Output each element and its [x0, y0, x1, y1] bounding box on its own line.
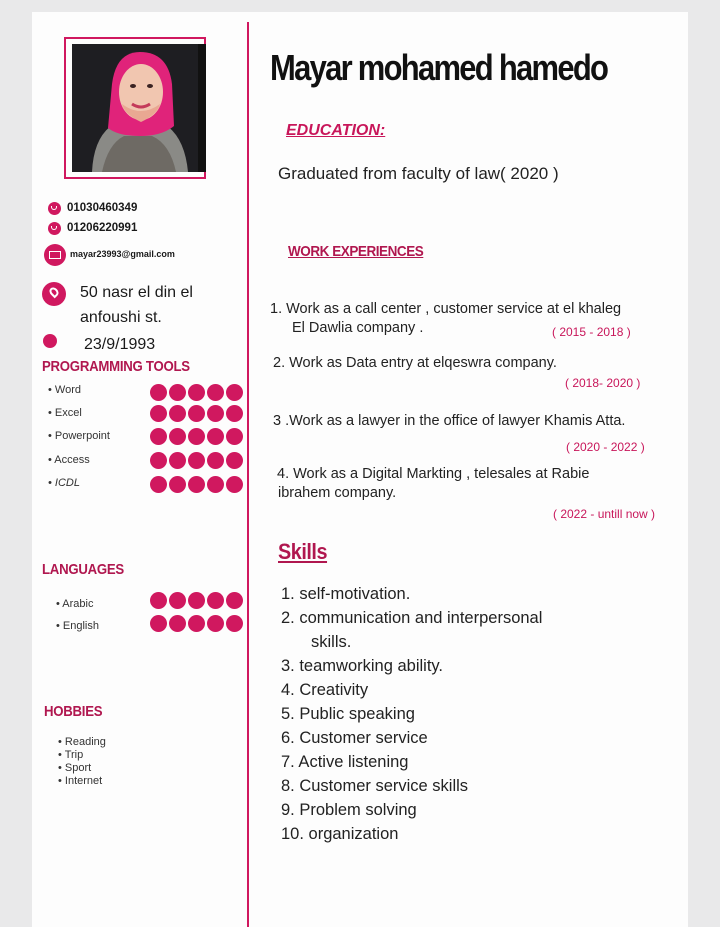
tool-icdl: • ICDL	[48, 477, 80, 489]
work-experiences-title: WORK EXPERIENCES	[288, 243, 424, 260]
skill-item: 6. Customer service	[281, 729, 428, 747]
tool-access-rating	[150, 452, 243, 469]
work-item-1-line-2: El Dawlia company .	[292, 320, 424, 336]
hobby-item: • Reading	[58, 736, 106, 748]
tool-excel: • Excel	[48, 407, 82, 419]
skill-item: 3. teamworking ability.	[281, 657, 444, 675]
work-item-3-line-1: 3 .Work as a lawyer in the office of lawyer Khamis Atta.	[273, 413, 626, 429]
work-item-3-dates: ( 2020 - 2022 )	[566, 440, 645, 454]
language-arabic: • Arabic	[56, 598, 94, 610]
tool-access: • Access	[48, 454, 90, 466]
skill-item: 7. Active listening	[281, 753, 409, 771]
birthdate-bullet-icon	[43, 334, 57, 348]
location-icon	[42, 282, 66, 306]
language-english-rating	[150, 615, 243, 632]
skill-item: 1. self-motivation.	[281, 585, 411, 603]
education-title: EDUCATION:	[286, 122, 386, 139]
phone-icon	[48, 202, 61, 215]
work-item-1-line-1: 1. Work as a call center , customer service at el khaleg	[270, 301, 622, 317]
languages-title: LANGUAGES	[42, 561, 124, 578]
address-line-1: 50 nasr el din el	[80, 284, 193, 301]
phone-number-2: 01206220991	[67, 222, 138, 234]
skill-item: 5. Public speaking	[281, 705, 415, 723]
work-item-4-line-2: ibrahem company.	[278, 485, 397, 501]
skill-item: 2. communication and interpersonal	[281, 609, 543, 627]
email-icon	[44, 244, 66, 266]
tool-word: • Word	[48, 384, 81, 396]
phone-number-1: 01030460349	[67, 202, 138, 214]
column-divider	[247, 22, 249, 927]
skill-item: skills.	[311, 633, 352, 651]
candidate-name: Mayar mohamed hamedo	[270, 47, 608, 88]
skills-title: Skills	[278, 539, 328, 564]
photo-shadow	[198, 44, 206, 172]
tool-word-rating	[150, 384, 243, 401]
address-line-2: anfoushi st.	[80, 309, 162, 326]
hobby-item: • Trip	[58, 749, 84, 761]
work-item-4-dates: ( 2022 - untill now )	[553, 507, 656, 521]
tool-excel-rating	[150, 405, 243, 422]
tool-powerpoint: • Powerpoint	[48, 430, 110, 442]
skill-item: 10. organization	[281, 825, 399, 843]
skill-item: 9. Problem solving	[281, 801, 417, 819]
hobby-item: • Internet	[58, 775, 103, 787]
birthdate: 23/9/1993	[84, 336, 156, 353]
skill-item: 8. Customer service skills	[281, 777, 469, 795]
skill-item: 4. Creativity	[281, 681, 369, 699]
work-item-1-dates: ( 2015 - 2018 )	[552, 325, 631, 339]
email-address: mayar23993@gmail.com	[70, 249, 175, 259]
work-item-2-line-1: 2. Work as Data entry at elqeswra company.	[273, 355, 557, 371]
phone-icon	[48, 222, 61, 235]
profile-photo	[72, 44, 204, 172]
hobby-item: • Sport	[58, 762, 92, 774]
hobbies-title: HOBBIES	[44, 703, 103, 720]
education-text: Graduated from faculty of law( 2020 )	[278, 164, 559, 183]
work-item-2-dates: ( 2018- 2020 )	[565, 376, 641, 390]
language-english: • English	[56, 620, 99, 632]
language-arabic-rating	[150, 592, 243, 609]
work-item-4-line-1: 4. Work as a Digital Markting , telesales at Rabie	[277, 466, 590, 482]
tool-icdl-rating	[150, 476, 243, 493]
programming-tools-title: PROGRAMMING TOOLS	[42, 358, 190, 375]
tool-powerpoint-rating	[150, 428, 243, 445]
